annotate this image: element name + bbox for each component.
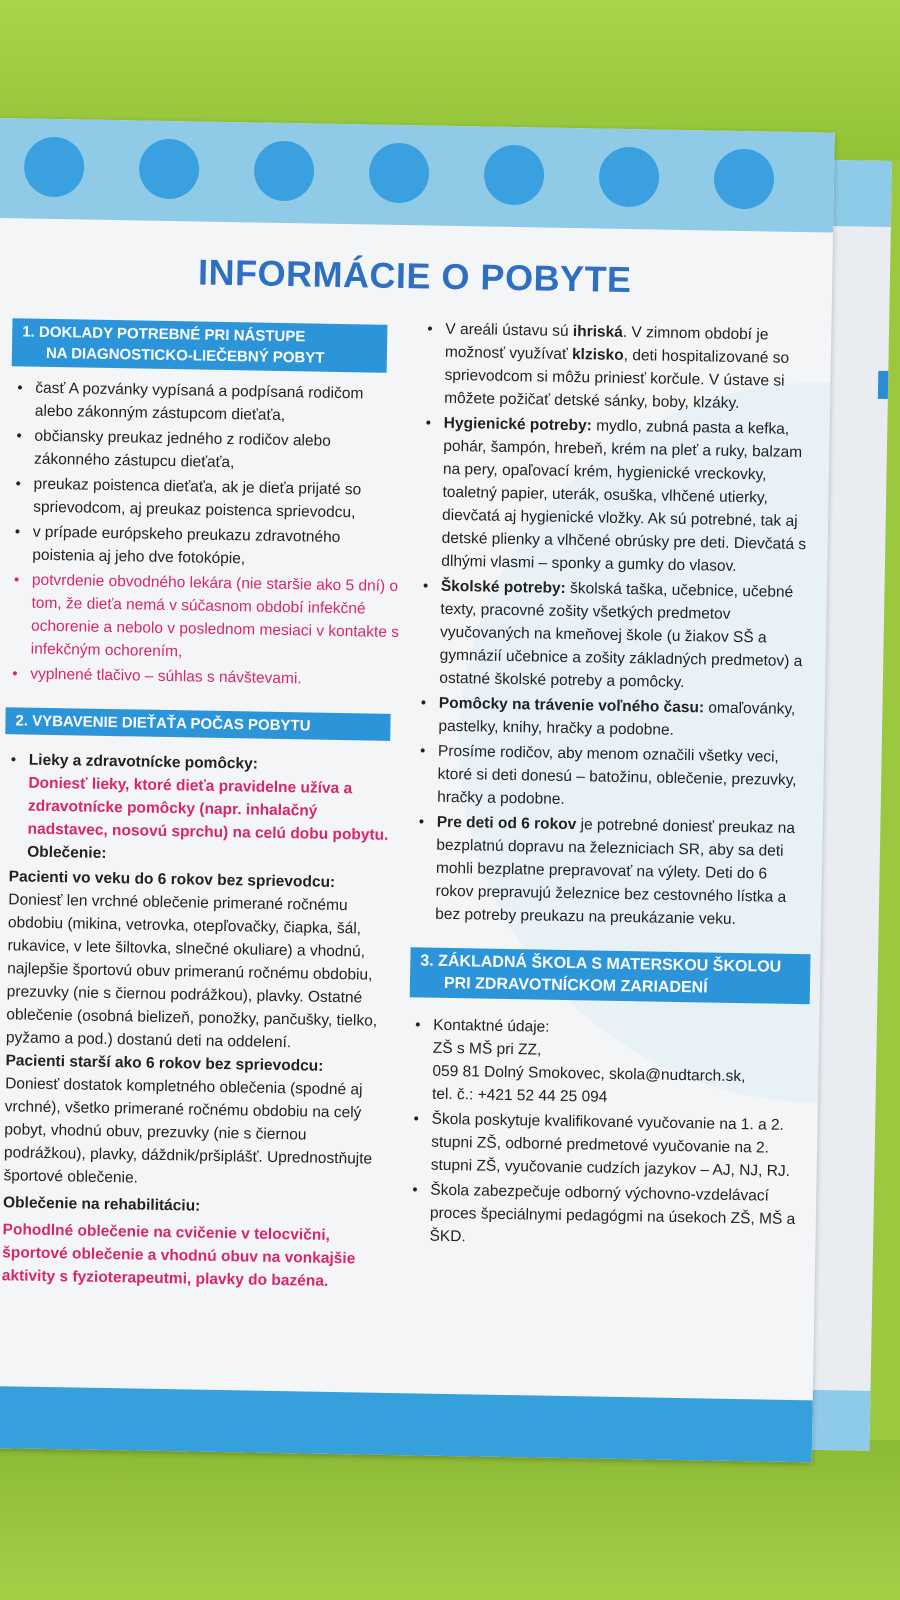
list-item: • Hygienické potreby: mydlo, zubná pasta a kefka, pohár, šampón, hrebeň, krém na pleť a ruky, balzam na pery, opaľovací krém, hygienické vreckovky, toaletný papier, uterák, osuška, vlhčené utierky, dievčatá aj hygienické vložky. Ak sú potrebné, tak aj detské plienky a vlhčené obrúsky pre deti. Dievčatá s dlhými vlasmi – sponky a gumky do vlasov. bbox=[425, 414, 807, 575]
rehab-title: Oblečenie na rehabilitáciu: bbox=[2, 1194, 201, 1215]
section2-list bbox=[3, 748, 397, 870]
list-item: • v prípade európskeho preukazu zdravotného poistenia aj jeho dve fotokópie, bbox=[14, 523, 341, 568]
list-item: • vyplnené tlačivo – súhlas s návštevami. bbox=[12, 665, 302, 688]
section1-list bbox=[6, 376, 403, 692]
over6-title: Pacienti starší ako 6 rokov bez sprievodcu: bbox=[5, 1052, 324, 1075]
over6-text: Doniesť dostatok kompletného oblečenia (spodné aj vrchné), všetko primerané ročnému obdobiu na celý pobyt, vhodnú obuv, prezuvky (nie s čiernou podrážkou), plavky, dáždnik/pršiplášť. Uprednostňujte športové oblečenie. bbox=[3, 1075, 373, 1187]
decorative-dot bbox=[484, 144, 545, 205]
under6-title: Pacienti vo veku do 6 rokov bez sprievodcu: bbox=[8, 868, 336, 891]
list-item: • Škola zabezpečuje odborný výchovno-vzdelávací proces špeciálnymi pedagógmi na úsekoch ZŠ, MŠ a ŠKD. bbox=[412, 1181, 796, 1246]
section3-heading: 3. ZÁKLADNÁ ŠKOLA S MATERSKOU ŠKOLOU PRI ZDRAVOTNÍCKOM ZARIADENÍ bbox=[410, 947, 811, 1004]
list-item: • časť A pozvánky vypísaná a podpísaná rodičom alebo zákonným zástupcom dieťaťa, bbox=[17, 379, 364, 425]
section1-heading: 1. DOKLADY POTREBNÉ PRI NÁSTUPE NA DIAGNOSTICKO-LIEČEBNÝ POBYT bbox=[12, 318, 388, 373]
list-item: • Prosíme rodičov, aby menom označili všetky veci, ktoré si deti donesú – batožinu, oblečenie, prezuvky, hračky a podobne. bbox=[419, 742, 797, 808]
list-item: • Lieky a zdravotnícke pomôcky: Doniesť lieky, ktoré dieťa pravidelne užíva a zdravotnícke pomôcky (napr. inhalačný nadstavec, nosovú sprchu) na celú dobu pobytu. Oblečenie: bbox=[10, 751, 389, 862]
brochure-page bbox=[0, 118, 835, 1462]
list-item: • preukaz poistenca dieťaťa, ak je dieťa prijaté so sprievodcom, aj preukaz poistenca sprievodcu, bbox=[15, 475, 362, 522]
section3-list bbox=[405, 1013, 804, 1254]
decorative-dot bbox=[24, 136, 85, 197]
decorative-top-band bbox=[0, 118, 835, 233]
decorative-dot bbox=[714, 148, 775, 209]
rehab-text: Pohodlné oblečenie na cvičenie v telocvični, športové oblečenie a vhodnú obuv na vonkajšie aktivity s fyzioterapeutmi, plavky do bazéna. bbox=[1, 1221, 356, 1290]
decorative-dot bbox=[139, 138, 200, 199]
list-item: • Pomôcky na trávenie voľného času: omaľovánky, pastelky, knihy, hračky a podobne. bbox=[420, 694, 796, 739]
list-item: • Pre deti od 6 rokov je potrebné doniesť preukaz na bezplatnú dopravu na železniciach SR, aby sa deti mohli bezplatne prepravovať na výlety. Deti do 6 rokov prepravujú železnice bez cestovného lístka a bez potreby preukazu na preukázanie veku. bbox=[418, 813, 796, 928]
list-item: • Školské potreby: školská taška, učebnice, učebné texty, pracovné zošity všetkých predmetov vyučovaných na kmeňovej škole (u žiakov SŠ a gymnázií učebnice a zošity základných predmetov) a ostatné školské potreby a pomôcky. bbox=[422, 577, 803, 692]
decorative-dot bbox=[599, 146, 660, 207]
list-item: • Kontaktné údaje: ZŠ s MŠ pri ZZ, 059 81 Dolný Smokovec, skola@nudtarch.sk, tel. č.: +421 52 44 25 094 bbox=[415, 1016, 746, 1106]
left-column bbox=[0, 318, 404, 1294]
decorative-dot bbox=[369, 142, 430, 203]
list-item: • občiansky preukaz jedného z rodičov alebo zákonného zástupcu dieťaťa, bbox=[16, 427, 331, 472]
right-column bbox=[405, 317, 816, 1256]
list-item: • potvrdenie obvodného lekára (nie staršie ako 5 dní) o tom, že dieťa nemá v súčasnom období infekčné ochorenie a nebolo v poslednom mesiaci v kontakte s infekčným ochorením, bbox=[13, 571, 400, 661]
section2-heading: 2. VYBAVENIE DIEŤAŤA POČAS POBYTU bbox=[5, 707, 390, 741]
decorative-dot bbox=[254, 140, 315, 201]
fabric-background-bottom bbox=[0, 1440, 900, 1600]
right-list bbox=[411, 317, 817, 932]
under6-text: Doniesť len vrchné oblečenie primerané ročnému obdobiu (mikina, vetrovka, otepľovačky, čiapka, šál, rukavice, v lete šiltovka, slnečné okuliare) a vhodnú, najlepšie športovú obuv primeranú ročnému obdobiu, prezuvky (nie s čiernou podrážkou), plavky. Ostatné oblečenie (osobná bielizeň, ponožky, pančušky, tielko, pyžamo a pod.) dostanú deti na oddelení. bbox=[5, 891, 378, 1052]
list-item: • V areáli ústavu sú ihriská. V zimnom období je možnosť využívať klzisko, deti hospitalizované so sprievodcom si môžu priniesť korčule. V ústave si môžete požičať detské sánky, boby, klzáky. bbox=[427, 320, 790, 412]
list-item: • Škola poskytuje kvalifikované vyučovanie na 1. a 2. stupni ZŠ, odborné predmetové vyučovanie na 2. stupni ZŠ, vyučovanie cudzích jazykov – AJ, NJ, RJ. bbox=[413, 1110, 791, 1180]
page-title: INFORMÁCIE O POBYTE bbox=[197, 251, 632, 301]
